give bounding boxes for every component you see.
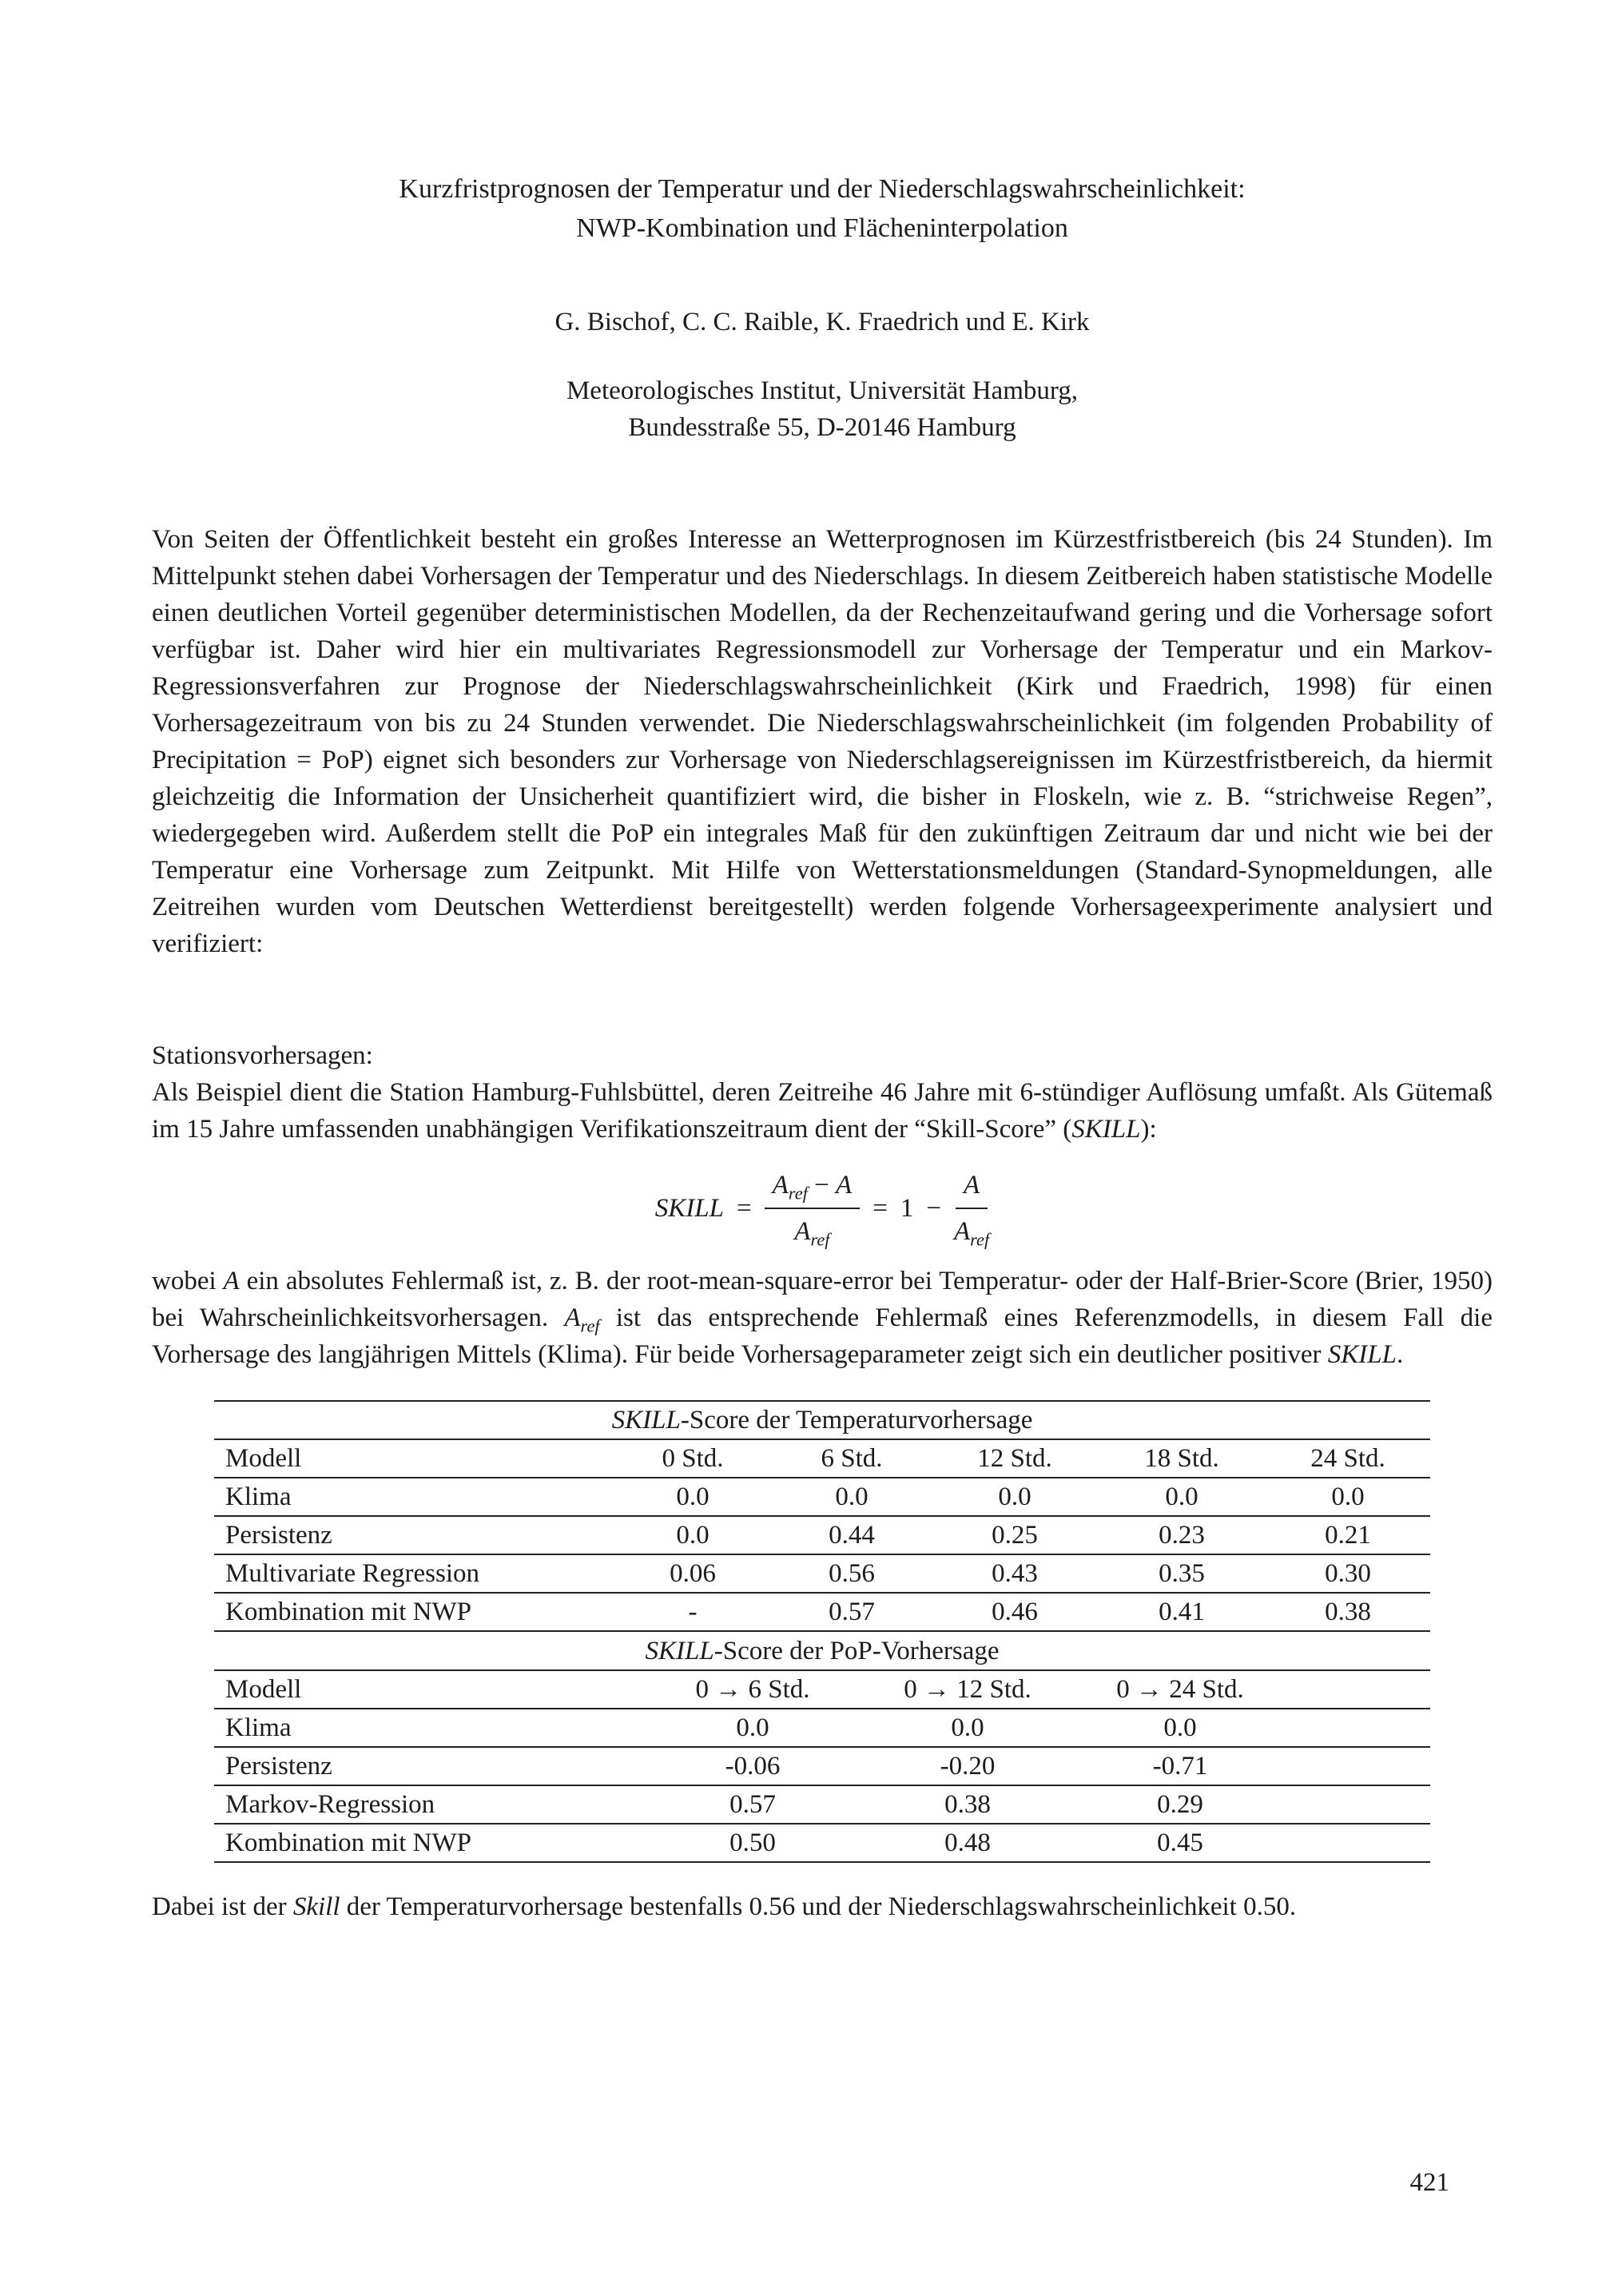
- row-label: Klima: [214, 1478, 614, 1516]
- formula-minus: −: [926, 1194, 941, 1223]
- formula-equals: =: [737, 1194, 752, 1223]
- table-row: [214, 1709, 1430, 1747]
- cell-value: 0.0: [614, 1478, 772, 1516]
- affiliation-line1: Meteorologisches Institut, Universität Hamburg,: [566, 376, 1079, 405]
- column-header: 0 → 12 Std.: [860, 1670, 1075, 1709]
- paper-title-line2: NWP-Kombination und Flächeninterpolation: [576, 213, 1068, 243]
- intro-paragraph: Von Seiten der Öffentlichkeit besteht ein großes Interesse an Wetterprognosen im Kürzestfristbereich (bis 24 Stunden). Im Mittelpunkt stehen dabei Vorhersagen der Temperatur und des Niederschlags. In diesem Zeitbereich haben statistische Modelle einen deutlichen Vorteil gegenüber deterministischen Modellen, da der Rechenzeitaufwand gering und die Vorhersage sofort verfügbar ist. Daher wird hier ein multivariates Regressionsmodell zur Vorhersage der Temperatur und ein Markov-Regressionsverfahren zur Prognose der Niederschlagswahrscheinlichkeit (Kirk und Fraedrich, 1998) für einen Vorhersagezeitraum von bis zu 24 Stunden verwendet. Die Niederschlagswahrscheinlichkeit (im folgenden Probability of Precipitation = PoP) eignet sich besonders zur Vorhersage von Niederschlagsereignissen im Kürzestfristbereich, da hiermit gleichzeitig die Information der Unsicherheit quantifiziert wird, die bisher in Floskeln, wie z. B. “strichweise Regen”, wiedergegeben wird. Außerdem stellt die PoP ein integrales Maß für den zukünftigen Zeitraum dar und nicht wie bei der Temperatur eine Vorhersage zum Zeitpunkt. Mit Hilfe von Wetterstationsmeldungen (Standard-Synopmeldungen, alle Zeitreihen wurden vom Deutschen Wetterdienst bereitgestellt) werden folgende Vorhersageexperimente analysiert und verifiziert:: [152, 525, 1493, 958]
- stations-text-end: ):: [1140, 1115, 1157, 1144]
- cell-value: 0.45: [1075, 1824, 1285, 1862]
- cell-value: 0.30: [1266, 1554, 1430, 1593]
- row-label: Multivariate Regression: [214, 1554, 614, 1593]
- cell-value: 0.06: [614, 1554, 772, 1593]
- math-Aref: A: [564, 1303, 581, 1332]
- table-row: [214, 1478, 1430, 1516]
- temperature-skill-table: [214, 1400, 1430, 1632]
- cell-value: 0.46: [932, 1593, 1098, 1631]
- table-row: [214, 1516, 1430, 1554]
- affiliation-line2: Bundesstraße 55, D-20146 Hamburg: [628, 413, 1016, 442]
- column-header: 0 → 6 Std.: [646, 1670, 860, 1709]
- formula-fraction-1: [765, 1167, 861, 1250]
- cell-value: 0.57: [646, 1785, 860, 1824]
- cell-value: -: [614, 1593, 772, 1631]
- formula-one: 1: [900, 1194, 914, 1223]
- cell-value: 0.38: [1266, 1593, 1430, 1631]
- row-label: Markov-Regression: [214, 1785, 646, 1824]
- column-header: Modell: [214, 1670, 646, 1709]
- column-header: 6 Std.: [772, 1439, 932, 1478]
- skill-tables: [214, 1400, 1430, 1863]
- cell-value: 0.38: [860, 1785, 1075, 1824]
- pop-skill-table: [214, 1632, 1430, 1863]
- table-spacer-cell: [1285, 1709, 1430, 1747]
- cell-value: 0.56: [772, 1554, 932, 1593]
- cell-value: 0.48: [860, 1824, 1075, 1862]
- stations-section: [152, 1037, 1493, 1148]
- stations-paragraph: [152, 1074, 1493, 1148]
- table-row: [214, 1824, 1430, 1862]
- cell-value: 0.50: [646, 1824, 860, 1862]
- cell-value: 0.25: [932, 1516, 1098, 1554]
- cell-value: 0.0: [614, 1516, 772, 1554]
- cell-value: 0.21: [1266, 1516, 1430, 1554]
- cell-value: 0.41: [1098, 1593, 1266, 1631]
- after-formula-paragraph: wobei A ein absolutes Fehlermaß ist, z. B. der root-mean-square-error bei Temperatur- oder der Half-Brier-Score (Brier, 1950) bei Wahrscheinlichkeitsvorhersagen. $A_{ref}$ ist das entsprechende Fehlermaß eines Referenzmodells, in diesem Fall die Vorhersage des langjährigen Mittels (Klima). Für beide Vorhersageparameter zeigt sich ein deutlicher positiver SKILL.: [152, 1267, 1493, 1369]
- column-header: 0 → 24 Std.: [1075, 1670, 1285, 1709]
- cell-value: -0.20: [860, 1747, 1075, 1785]
- fraction-denominator: $A_{ref}$: [794, 1217, 830, 1250]
- page-number: 421: [1409, 2168, 1449, 2197]
- column-header: 24 Std.: [1266, 1439, 1430, 1478]
- row-label: Persistenz: [214, 1516, 614, 1554]
- cell-value: 0.23: [1098, 1516, 1266, 1554]
- cell-value: 0.0: [646, 1709, 860, 1747]
- table-row: [214, 1785, 1430, 1824]
- cell-value: 0.0: [1075, 1709, 1285, 1747]
- closing-paragraph: Dabei ist der Skill der Temperaturvorhersage bestenfalls 0.56 und der Niederschlagswahrscheinlichkeit 0.50.: [152, 1892, 1297, 1921]
- table-header-row: [214, 1670, 1430, 1709]
- row-label: Klima: [214, 1709, 646, 1747]
- column-header: 0 Std.: [614, 1439, 772, 1478]
- table-spacer-cell: [1285, 1824, 1430, 1862]
- affiliation: [152, 372, 1493, 446]
- row-label: Kombination mit NWP: [214, 1824, 646, 1862]
- cell-value: 0.0: [772, 1478, 932, 1516]
- paper-title: [152, 169, 1493, 248]
- formula-fraction-2: [954, 1167, 989, 1250]
- formula-equals: =: [873, 1194, 888, 1223]
- skill-term: Skill: [292, 1892, 340, 1921]
- skill-term: SKILL: [1071, 1115, 1141, 1144]
- cell-value: -0.71: [1075, 1747, 1285, 1785]
- cell-value: 0.0: [1266, 1478, 1430, 1516]
- fraction-numerator: $A_{ref} - A$: [765, 1167, 861, 1209]
- column-header: 18 Std.: [1098, 1439, 1266, 1478]
- paper-title-line1: Kurzfristprognosen der Temperatur und der Niederschlagswahrscheinlichkeit:: [399, 174, 1246, 204]
- math-A: A: [223, 1267, 240, 1295]
- table-row: [214, 1747, 1430, 1785]
- fraction-numerator: A: [956, 1167, 988, 1209]
- cell-value: 0.0: [1098, 1478, 1266, 1516]
- cell-value: 0.44: [772, 1516, 932, 1554]
- table-header-row: [214, 1439, 1430, 1478]
- column-header: 12 Std.: [932, 1439, 1098, 1478]
- stations-text: Als Beispiel dient die Station Hamburg-Fuhlsbüttel, deren Zeitreihe 46 Jahre mit 6-stündiger Auflösung umfaßt. Als Gütemaß im 15 Jahre umfassenden unabhängigen Verifikationszeitraum dient der “Skill-Score” (: [152, 1078, 1493, 1144]
- table-row: [214, 1554, 1430, 1593]
- cell-value: 0.43: [932, 1554, 1098, 1593]
- cell-value: 0.57: [772, 1593, 932, 1631]
- skill-term: SKILL: [1327, 1340, 1397, 1369]
- table-spacer-cell: [1285, 1785, 1430, 1824]
- cell-value: -0.06: [646, 1747, 860, 1785]
- table-spacer-cell: [1285, 1670, 1430, 1709]
- row-label: Persistenz: [214, 1747, 646, 1785]
- column-header: Modell: [214, 1439, 614, 1478]
- table-caption-row: [214, 1632, 1430, 1670]
- stations-heading: Stationsvorhersagen:: [152, 1041, 373, 1070]
- table-spacer-cell: [1285, 1747, 1430, 1785]
- cell-value: 0.35: [1098, 1554, 1266, 1593]
- table-caption-row: [214, 1401, 1430, 1439]
- table-caption: SKILL-Score der PoP-Vorhersage: [214, 1632, 1430, 1670]
- formula-skill: SKILL: [654, 1194, 724, 1223]
- authors: G. Bischof, C. C. Raible, K. Fraedrich und E. Kirk: [555, 308, 1090, 336]
- row-label: Kombination mit NWP: [214, 1593, 614, 1631]
- fraction-denominator: $A_{ref}$: [953, 1217, 990, 1250]
- table-row: [214, 1593, 1430, 1631]
- cell-value: 0.29: [1075, 1785, 1285, 1824]
- cell-value: 0.0: [932, 1478, 1098, 1516]
- table-caption: SKILL-Score der Temperaturvorhersage: [214, 1401, 1430, 1439]
- skill-formula: [152, 1164, 1493, 1253]
- cell-value: 0.0: [860, 1709, 1075, 1747]
